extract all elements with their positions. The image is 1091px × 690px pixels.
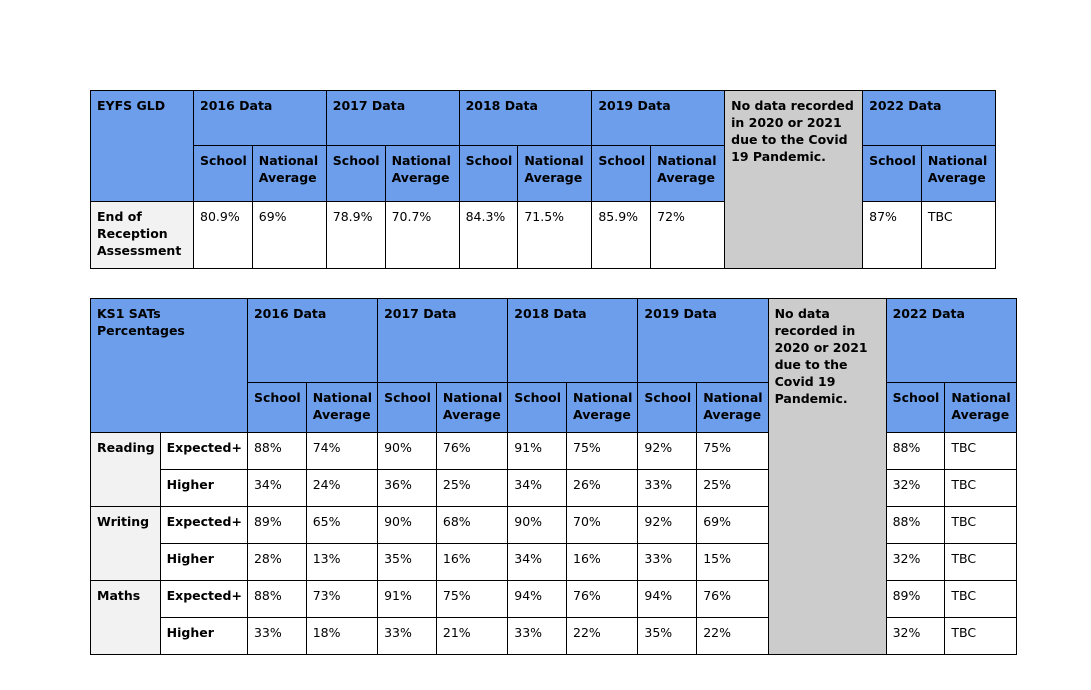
eyfs-national-header: National Average (252, 146, 326, 202)
data-cell: TBC (945, 544, 1016, 581)
data-cell: 76% (567, 581, 638, 618)
data-cell: 25% (697, 470, 768, 507)
data-cell: 78.9% (326, 202, 385, 269)
data-cell: 70.7% (385, 202, 459, 269)
level-label: Higher (160, 618, 247, 655)
data-cell: 88% (886, 507, 945, 544)
data-cell: 89% (886, 581, 945, 618)
eyfs-school-header: School (592, 146, 651, 202)
ks1-no-data-note: No data recorded in 2020 or 2021 due to the Covid 19 Pandemic. (768, 299, 886, 655)
subject-reading: Reading (91, 433, 161, 507)
data-cell: 32% (886, 618, 945, 655)
data-cell: 35% (638, 618, 697, 655)
ks1-year-2016: 2016 Data (247, 299, 377, 383)
ks1-school-header: School (638, 383, 697, 433)
ks1-school-header: School (247, 383, 306, 433)
data-cell: 26% (567, 470, 638, 507)
eyfs-year-2017: 2017 Data (326, 91, 459, 146)
data-cell: 75% (697, 433, 768, 470)
data-cell: 16% (436, 544, 507, 581)
data-cell: 69% (252, 202, 326, 269)
eyfs-national-header: National Average (385, 146, 459, 202)
data-cell: 88% (247, 433, 306, 470)
ks1-year-2017: 2017 Data (378, 299, 508, 383)
data-cell: 13% (306, 544, 377, 581)
eyfs-table (90, 90, 996, 269)
data-cell: 21% (436, 618, 507, 655)
eyfs-year-2022: 2022 Data (863, 91, 996, 146)
data-cell: 94% (508, 581, 567, 618)
data-cell: 68% (436, 507, 507, 544)
ks1-year-2019: 2019 Data (638, 299, 768, 383)
data-cell: 32% (886, 544, 945, 581)
data-cell: 90% (508, 507, 567, 544)
data-cell: 75% (567, 433, 638, 470)
eyfs-national-header: National Average (651, 146, 725, 202)
ks1-year-2022: 2022 Data (886, 299, 1016, 383)
data-cell: 24% (306, 470, 377, 507)
data-cell: 33% (638, 544, 697, 581)
data-cell: 76% (697, 581, 768, 618)
data-cell: 85.9% (592, 202, 651, 269)
data-cell: 88% (886, 433, 945, 470)
eyfs-national-header: National Average (921, 146, 995, 202)
eyfs-school-header: School (863, 146, 922, 202)
data-cell: 70% (567, 507, 638, 544)
data-cell: 22% (697, 618, 768, 655)
data-cell: 34% (508, 544, 567, 581)
data-cell: TBC (945, 507, 1016, 544)
data-cell: 84.3% (459, 202, 518, 269)
data-cell: 72% (651, 202, 725, 269)
data-cell: 16% (567, 544, 638, 581)
data-cell: 35% (378, 544, 437, 581)
ks1-school-header: School (886, 383, 945, 433)
data-cell: 75% (436, 581, 507, 618)
data-cell: 94% (638, 581, 697, 618)
data-cell: 28% (247, 544, 306, 581)
data-cell: 25% (436, 470, 507, 507)
eyfs-row-label: End of Reception Assessment (91, 202, 194, 269)
level-label: Expected+ (160, 581, 247, 618)
data-cell: 69% (697, 507, 768, 544)
ks1-national-header: National Average (567, 383, 638, 433)
data-cell: 92% (638, 507, 697, 544)
data-cell: 89% (247, 507, 306, 544)
data-cell: 34% (508, 470, 567, 507)
data-cell: 33% (378, 618, 437, 655)
data-cell: 71.5% (518, 202, 592, 269)
ks1-national-header: National Average (945, 383, 1016, 433)
data-cell: TBC (945, 581, 1016, 618)
data-cell: 91% (378, 581, 437, 618)
data-cell: 18% (306, 618, 377, 655)
ks1-title: KS1 SATs Percentages (91, 299, 248, 433)
data-cell: 90% (378, 433, 437, 470)
data-cell: TBC (921, 202, 995, 269)
eyfs-year-2018: 2018 Data (459, 91, 592, 146)
ks1-national-header: National Average (306, 383, 377, 433)
data-cell: 65% (306, 507, 377, 544)
eyfs-school-header: School (194, 146, 253, 202)
data-cell: 22% (567, 618, 638, 655)
ks1-national-header: National Average (436, 383, 507, 433)
data-cell: 91% (508, 433, 567, 470)
data-cell: 87% (863, 202, 922, 269)
ks1-school-header: School (378, 383, 437, 433)
level-label: Higher (160, 470, 247, 507)
level-label: Higher (160, 544, 247, 581)
data-cell: 73% (306, 581, 377, 618)
ks1-table (90, 298, 1017, 655)
subject-maths: Maths (91, 581, 161, 655)
level-label: Expected+ (160, 433, 247, 470)
subject-writing: Writing (91, 507, 161, 581)
data-cell: 15% (697, 544, 768, 581)
data-cell: 34% (247, 470, 306, 507)
data-cell: 76% (436, 433, 507, 470)
eyfs-year-2016: 2016 Data (194, 91, 327, 146)
ks1-year-2018: 2018 Data (508, 299, 638, 383)
data-cell: 36% (378, 470, 437, 507)
eyfs-title: EYFS GLD (91, 91, 194, 202)
data-cell: 74% (306, 433, 377, 470)
data-cell: 33% (638, 470, 697, 507)
eyfs-national-header: National Average (518, 146, 592, 202)
eyfs-no-data-note: No data recorded in 2020 or 2021 due to the Covid 19 Pandemic. (725, 91, 863, 269)
ks1-national-header: National Average (697, 383, 768, 433)
eyfs-year-2019: 2019 Data (592, 91, 725, 146)
data-cell: 88% (247, 581, 306, 618)
eyfs-school-header: School (326, 146, 385, 202)
level-label: Expected+ (160, 507, 247, 544)
ks1-school-header: School (508, 383, 567, 433)
data-cell: TBC (945, 433, 1016, 470)
data-cell: TBC (945, 618, 1016, 655)
data-cell: 90% (378, 507, 437, 544)
data-cell: 80.9% (194, 202, 253, 269)
eyfs-school-header: School (459, 146, 518, 202)
data-cell: 33% (508, 618, 567, 655)
data-cell: 92% (638, 433, 697, 470)
data-cell: 32% (886, 470, 945, 507)
data-cell: 33% (247, 618, 306, 655)
data-cell: TBC (945, 470, 1016, 507)
